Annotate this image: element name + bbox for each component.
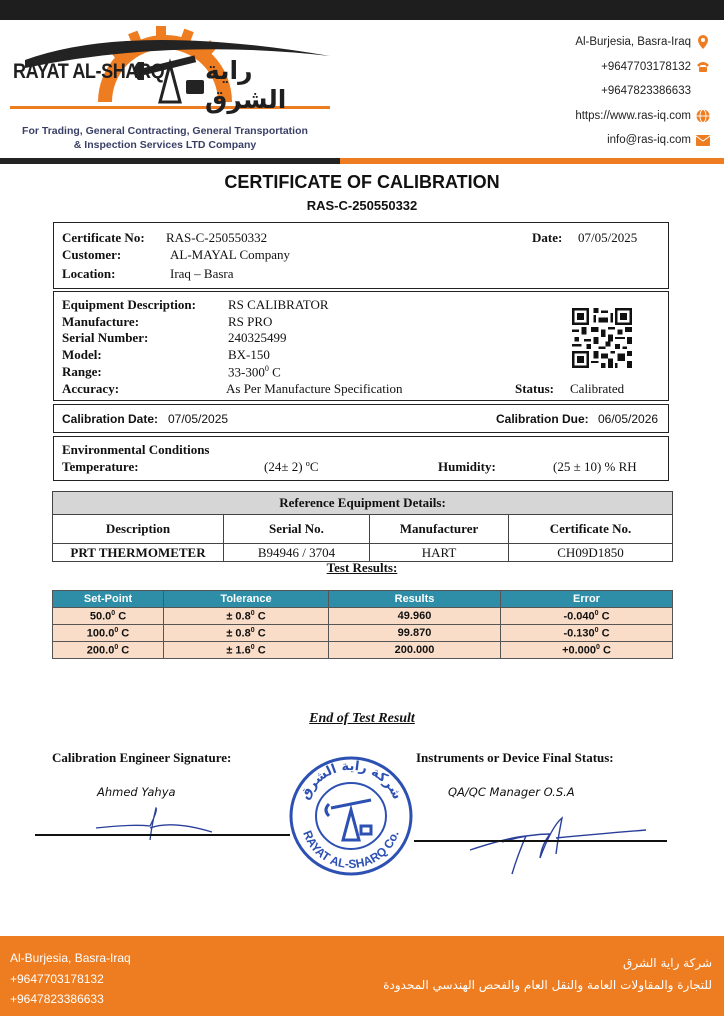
company-stamp-icon [287,754,415,878]
reference-col-description: Description [53,515,224,544]
reference-col-manufacturer: Manufacturer [370,515,509,544]
contact-phone-1[interactable] [470,55,710,80]
reference-serial: B94946 / 3704 [224,544,370,562]
results-cell-error: -0.130$^0$ C [501,625,673,642]
footer-phone-2: +9647823386633 [10,992,104,1006]
results-cell-error: -0.040$^0$ C [501,608,673,625]
table-row [53,608,673,625]
range-degree-sup: 0 [264,364,269,373]
reference-description: PRT THERMOMETER [53,544,224,562]
results-cell-result: 49.960 [329,608,501,625]
range-value-unit: C [268,364,281,380]
range-value [228,364,281,380]
test-results-title: Test Results: [326,560,398,575]
results-col-setpoint: Set-Point [53,591,164,608]
footer-phone-1: +9647703178132 [10,971,104,986]
test-results-body [53,608,673,659]
contact-phone-2[interactable] [470,79,710,104]
range-label: Range: [62,364,102,379]
reference-table-title: Reference Equipment Details: [53,492,673,515]
header-rule-orange [340,158,724,164]
cert-no-value: RAS-C-250550332 [166,230,268,245]
contact-address-text: Al-Burjesia, Basra-Iraq [575,36,691,49]
reference-table-title-row [53,492,673,515]
contact-email[interactable] [470,128,710,153]
table-row [53,625,673,642]
footer-contact [10,948,131,1010]
cert-no-label: Certificate No: [62,230,145,245]
results-cell-result: 200.000 [329,642,501,659]
header-rule-dark [0,158,340,164]
date-value: 07/05/2025 [578,230,638,245]
contact-website-text[interactable]: https://www.ras-iq.com [575,109,691,122]
globe-icon [696,109,710,123]
location-value: Iraq – Basra [170,266,234,281]
manager-signature [466,808,656,880]
customer-label: Customer: [62,247,122,262]
model-value: BX-150 [228,347,270,362]
mail-icon [696,133,710,147]
engineer-signature-label: Calibration Engineer Signature: [52,750,232,765]
location-pin-icon [696,35,710,49]
temperature-label: Temperature: [62,459,139,474]
status-label: Status: [515,381,555,396]
reference-certificate: CH09D1850 [509,544,673,562]
results-cell-result: 99.870 [329,625,501,642]
serial-label: Serial Number: [62,330,149,345]
results-cell-setpoint: 100.0$^0$ C [53,625,164,642]
accuracy-label: Accuracy: [62,381,120,396]
results-col-results: Results [329,591,501,608]
company-logo [10,24,340,152]
range-value-number: 33-300 [228,364,265,380]
reference-equipment-table [52,491,673,562]
results-col-tolerance: Tolerance [164,591,329,608]
phone-icon [696,60,710,74]
footer-arabic-line-1: شركة راية الشرق [623,956,712,970]
certificate-code: RAS-C-250550332 [306,198,418,213]
results-cell-error: $+0.000^0$ C [501,642,673,659]
reference-manufacturer: HART [370,544,509,562]
tagline-line-2: & Inspection Services LTD Company [73,139,257,151]
table-row [53,544,673,562]
humidity-value: (25 ± 10) % RH [553,459,637,474]
footer [0,936,724,1016]
calibration-date-label: Calibration Date: [62,412,159,426]
manufacture-label: Manufacture: [62,314,140,329]
calibration-date-value: 07/05/2025 [168,412,229,426]
footer-arabic-line-2: للتجارة والمقاولات العامة والنقل العام والفحص الهندسي المحدودة [383,978,712,992]
footer-company-arabic [383,952,712,996]
calibration-due-label: Calibration Due: [496,412,589,426]
tagline-line-1: For Trading, General Contracting, General Transportation [22,125,308,137]
location-label: Location: [62,266,116,281]
results-cell-tolerance: ± $1.6^0$ C [164,642,329,659]
reference-col-certificate: Certificate No. [509,515,673,544]
date-label: Date: [532,230,563,245]
test-results-header [53,591,673,608]
certificate-title: CERTIFICATE OF CALIBRATION [224,172,500,192]
certificate-info-box [53,222,669,289]
contact-website[interactable] [470,104,710,129]
equipment-box [53,291,669,401]
engineer-signature-line [35,834,290,836]
final-status-label: Instruments or Device Final Status: [416,750,614,765]
logo-text-arabic: راية الشرق [205,56,287,114]
contact-phone-2-text[interactable]: +9647823386633 [601,85,691,98]
end-of-results: End of Test Result [309,711,415,726]
engineer-signature [92,806,222,846]
results-cell-tolerance: ± $0.8^0$ C [164,625,329,642]
equipment-desc-label: Equipment Description: [62,297,196,312]
model-label: Model: [62,347,102,362]
accuracy-value: As Per Manufacture Specification [226,381,403,396]
engineer-name: Ahmed Yahya [97,785,176,799]
status-value: Calibrated [570,381,625,396]
contact-address [470,30,710,55]
contact-phone-1-text[interactable]: +9647703178132 [601,60,691,73]
footer-bottom-margin [0,1016,724,1024]
stamp-text-english: RAYAT AL-SHARQ Co. [300,828,402,872]
stamp-text-arabic: شركة راية الشرق [297,758,405,803]
calibration-dates-box [53,404,669,433]
serial-value: 240325499 [228,330,287,345]
reference-table-header [53,515,673,544]
svg-text:شركة راية الشرق [298,759,405,802]
environment-title: Environmental Conditions [62,442,210,457]
company-tagline [10,124,320,152]
equipment-desc-value: RS CALIBRATOR [228,297,329,312]
reference-col-serial: Serial No. [224,515,370,544]
contact-email-text[interactable]: info@ras-iq.com [607,134,691,147]
manufacture-value: RS PRO [228,314,273,329]
results-cell-setpoint: 200.0$^0$ C [53,642,164,659]
qr-code-icon [572,308,632,368]
humidity-label: Humidity: [438,459,496,474]
manager-name: QA/QC Manager O.S.A [448,785,575,799]
footer-address: Al-Burjesia, Basra-Iraq [10,951,131,965]
temperature-value: (24± 2) ºC [264,459,319,474]
environment-box [53,436,669,481]
results-col-error: Error [501,591,673,608]
manager-signature-line [414,840,667,842]
customer-value: AL-MAYAL Company [170,247,291,262]
test-results-table [52,590,673,659]
logo-text-english: RAYAT AL-SHARQ [13,60,165,83]
calibration-due-value: 06/05/2026 [598,412,659,426]
results-cell-tolerance: ± $0.8^0$ C [164,608,329,625]
table-row [53,642,673,659]
contact-block [470,30,710,153]
top-band [0,0,724,20]
results-cell-setpoint: 50.0$^0$ C [53,608,164,625]
